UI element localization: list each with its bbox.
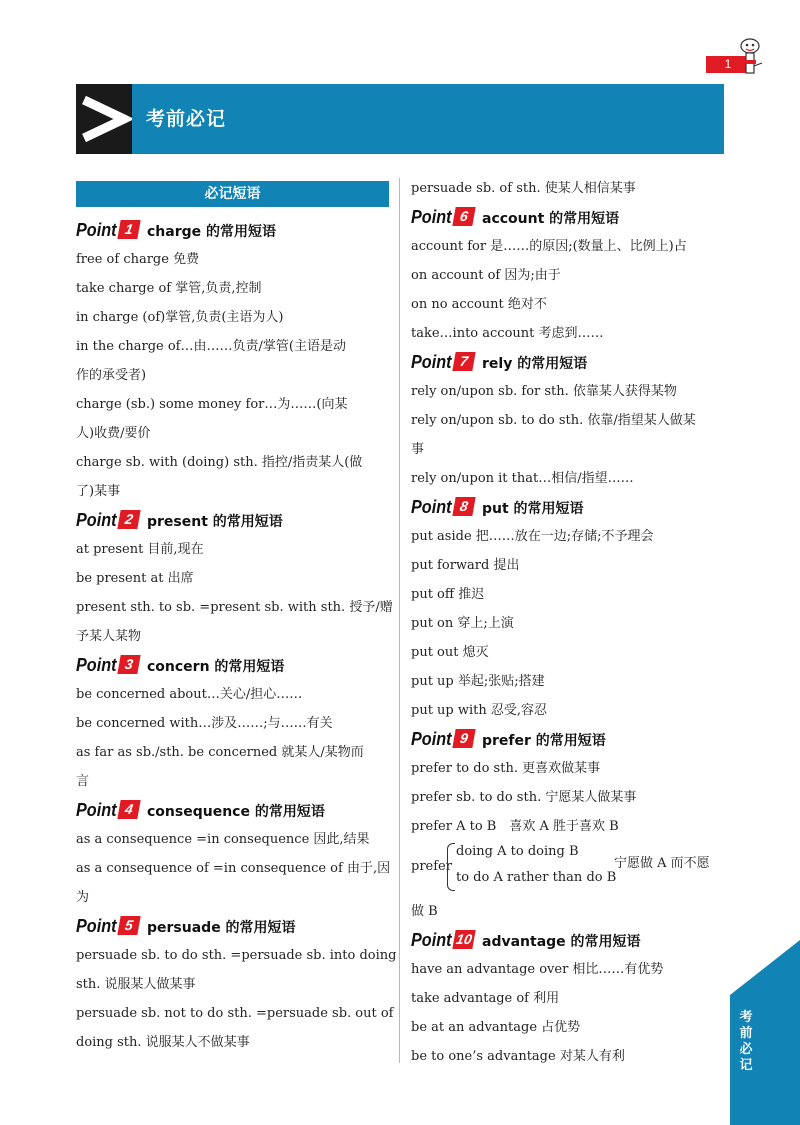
point-title: advantage 的常用短语 bbox=[482, 934, 641, 950]
point-number: 6 bbox=[452, 207, 475, 226]
title-banner bbox=[76, 84, 724, 154]
phrase-line: 为 bbox=[76, 890, 90, 905]
phrase-line: in the charge of…由……负责/掌管(主语是动 bbox=[76, 339, 346, 354]
phrase-line: prefer to do sth. 更喜欢做某事 bbox=[411, 761, 601, 776]
phrase-line: in charge (of)掌管,负责(主语为人) bbox=[76, 310, 284, 325]
brace-option: to do A rather than do B bbox=[456, 870, 617, 885]
left-column bbox=[76, 216, 397, 1057]
side-tab-label: 考前必记 bbox=[739, 1010, 753, 1073]
phrase-line: persuade sb. not to do sth. =persuade sb. out of bbox=[76, 1006, 394, 1021]
point-heading bbox=[76, 912, 392, 941]
phrase-line: put aside 把……放在一边;存储;不予理会 bbox=[411, 529, 654, 544]
right-column bbox=[411, 174, 727, 1071]
point-heading bbox=[411, 348, 727, 377]
point-label: Point bbox=[76, 655, 117, 675]
phrase-line: on account of 因为;由于 bbox=[411, 268, 561, 283]
phrase-line: have an advantage over 相比……有优势 bbox=[411, 962, 664, 977]
section-heading: 必记短语 bbox=[76, 181, 389, 207]
phrase-line: prefer sb. to do sth. 宁愿某人做某事 bbox=[411, 790, 637, 805]
point-number: 9 bbox=[452, 729, 475, 748]
phrase-line: charge sb. with (doing) sth. 指控/指责某人(做 bbox=[76, 455, 363, 470]
phrase-line: 作的承受者) bbox=[76, 368, 147, 383]
phrase-line: 人)收费/要价 bbox=[76, 426, 151, 441]
point-number: 5 bbox=[117, 916, 140, 935]
point-number: 4 bbox=[117, 800, 140, 819]
point-heading bbox=[76, 216, 392, 245]
page-number: 1 bbox=[706, 56, 750, 73]
phrase-line: take advantage of 利用 bbox=[411, 991, 560, 1006]
phrase-line: on no account 绝对不 bbox=[411, 297, 547, 312]
point-title: charge 的常用短语 bbox=[147, 224, 277, 240]
phrase-line: as a consequence of =in consequence of 由于,因 bbox=[76, 861, 391, 876]
prefer-brace-block bbox=[411, 841, 727, 897]
phrase-line: present sth. to sb. =present sb. with sth. 授予/赠 bbox=[76, 600, 393, 615]
point-heading bbox=[411, 926, 727, 955]
point-label: Point bbox=[76, 510, 117, 530]
point-title: persuade 的常用短语 bbox=[147, 920, 296, 936]
phrase-line: take charge of 掌管,负责,控制 bbox=[76, 281, 262, 296]
point-title: prefer 的常用短语 bbox=[482, 733, 606, 749]
phrase-line: be concerned about…关心/担心…… bbox=[76, 687, 303, 702]
point-heading bbox=[411, 725, 727, 754]
phrase-line: account for 是……的原因;(数量上、比例上)占 bbox=[411, 239, 687, 254]
point-title: present 的常用短语 bbox=[147, 514, 283, 530]
phrase-line: put forward 提出 bbox=[411, 558, 520, 573]
point-label: Point bbox=[411, 207, 452, 227]
point-label: Point bbox=[76, 800, 117, 820]
phrase-line: rely on/upon it that…相信/指望…… bbox=[411, 471, 634, 486]
point-title: put 的常用短语 bbox=[482, 501, 584, 517]
point-number: 2 bbox=[117, 510, 140, 529]
point-number: 7 bbox=[452, 352, 475, 371]
phrase-line: charge (sb.) some money for…为……(向某 bbox=[76, 397, 348, 412]
point-heading bbox=[76, 651, 392, 680]
point-title: concern 的常用短语 bbox=[147, 659, 285, 675]
page-title: 考前必记 bbox=[146, 108, 227, 130]
point-label: Point bbox=[411, 497, 452, 517]
point-label: Point bbox=[411, 729, 452, 749]
phrase-line: 事 bbox=[411, 442, 425, 457]
phrase-line: take…into account 考虑到…… bbox=[411, 326, 604, 341]
phrase-line: put on 穿上;上演 bbox=[411, 616, 514, 631]
phrase-line: free of charge 免费 bbox=[76, 252, 200, 267]
point-heading bbox=[411, 203, 727, 232]
brace-meaning: 宁愿做 A 而不愿 bbox=[614, 856, 710, 871]
point-heading bbox=[76, 796, 392, 825]
left-brace-icon bbox=[447, 843, 455, 891]
phrase-line: be at an advantage 占优势 bbox=[411, 1020, 581, 1035]
phrase-line: prefer A to B 喜欢 A 胜于喜欢 B bbox=[411, 819, 619, 834]
phrase-line: 言 bbox=[76, 774, 90, 789]
point-title: rely 的常用短语 bbox=[482, 356, 588, 372]
phrase-line: put out 熄灭 bbox=[411, 645, 489, 660]
phrase-line: 做 B bbox=[411, 904, 438, 919]
phrase-line: rely on/upon sb. for sth. 依靠某人获得某物 bbox=[411, 384, 677, 399]
chevron-right-icon bbox=[76, 84, 132, 154]
phrase-line: be to one’s advantage 对某人有利 bbox=[411, 1049, 625, 1064]
point-title: consequence 的常用短语 bbox=[147, 804, 325, 820]
phrase-line: 予某人某物 bbox=[76, 629, 142, 644]
phrase-line: be present at 出席 bbox=[76, 571, 194, 586]
phrase-line: put up with 忍受,容忍 bbox=[411, 703, 548, 718]
point-number: 3 bbox=[117, 655, 140, 674]
phrase-line: doing sth. 说服某人不做某事 bbox=[76, 1035, 250, 1050]
phrase-line: as a consequence =in consequence 因此,结果 bbox=[76, 832, 370, 847]
point-label: Point bbox=[411, 352, 452, 372]
phrase-line: as far as sb./sth. be concerned 就某人/某物而 bbox=[76, 745, 364, 760]
mascot-icon bbox=[738, 36, 766, 80]
point-title: account 的常用短语 bbox=[482, 211, 620, 227]
phrase-line: put up 举起;张贴;搭建 bbox=[411, 674, 545, 689]
point-number: 1 bbox=[117, 220, 140, 239]
point-label: Point bbox=[411, 930, 452, 950]
phrase-line: persuade sb. to do sth. =persuade sb. into doing bbox=[76, 948, 397, 963]
phrase-line: sth. 说服某人做某事 bbox=[76, 977, 196, 992]
brace-option: doing A to doing B bbox=[456, 844, 579, 859]
phrase-line: put off 推迟 bbox=[411, 587, 485, 602]
phrase-line: at present 目前,现在 bbox=[76, 542, 204, 557]
point-heading bbox=[411, 493, 727, 522]
phrase-line: 了)某事 bbox=[76, 484, 121, 499]
column-divider bbox=[399, 178, 400, 1063]
brace-label: prefer bbox=[411, 859, 452, 874]
phrase-line: rely on/upon sb. to do sth. 依靠/指望某人做某 bbox=[411, 413, 696, 428]
point-label: Point bbox=[76, 220, 117, 240]
point-number: 10 bbox=[452, 930, 475, 949]
point-number: 8 bbox=[452, 497, 475, 516]
point-label: Point bbox=[76, 916, 117, 936]
point-heading bbox=[76, 506, 392, 535]
phrase-line: be concerned with…涉及……;与……有关 bbox=[76, 716, 333, 731]
phrase-line: persuade sb. of sth. 使某人相信某事 bbox=[411, 181, 636, 196]
